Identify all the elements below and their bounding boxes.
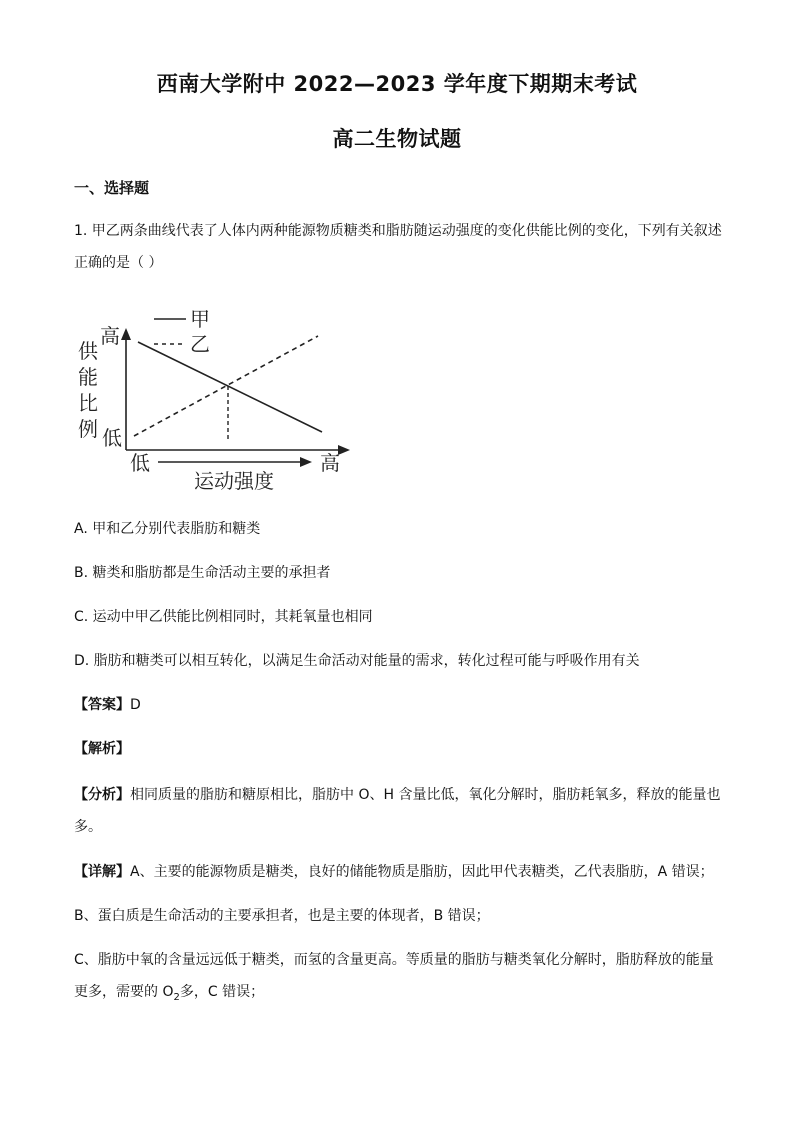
xiangjie-c-line-2-post: 多，C 错误；	[179, 984, 265, 1000]
x-axis-label-arrow-head	[300, 457, 312, 467]
legend-solid-label: 甲	[190, 307, 210, 331]
x-axis-title: 运动强度	[194, 469, 274, 493]
fenxi-line-2: 多。	[74, 819, 102, 835]
x-axis-low-label: 低	[130, 451, 150, 475]
question-stem-line-2: 正确的是（ ）	[74, 255, 163, 271]
y-axis-label-char-4: 例	[78, 417, 98, 441]
xiangjie-a	[74, 856, 724, 888]
answer-line	[74, 689, 724, 721]
xiangjie-c-line-2-pre: 更多，需要的 O	[74, 984, 174, 1000]
answer-label: 【答案】	[74, 697, 130, 713]
oxygen-subscript: 2	[173, 991, 180, 1003]
option-b: B. 糖类和脂肪都是生命活动主要的承担者	[74, 565, 331, 581]
x-axis-high-label: 高	[320, 451, 340, 475]
y-axis-high-label: 高	[100, 324, 120, 348]
fenxi-text-1: 相同质量的脂肪和糖原相比，脂肪中 O、H 含量比低，氧化分解时，脂肪耗氧多，释放的能量也	[130, 787, 721, 803]
option-a: A. 甲和乙分别代表脂肪和糖类	[74, 521, 261, 537]
exam-title: 西南大学附中 2022—2023 学年度下期期末考试	[156, 72, 638, 96]
question-stem-line-1: 1. 甲乙两条曲线代表了人体内两种能源物质糖类和脂肪随运动强度的变化供能比例的变化，下列有关叙述	[74, 223, 722, 239]
energy-supply-figure	[74, 300, 364, 500]
option-d: D. 脂肪和糖类可以相互转化，以满足生命活动对能量的需求，转化过程可能与呼吸作用有关	[74, 653, 640, 669]
section-heading: 一、选择题	[74, 179, 150, 197]
option-c: C. 运动中甲乙供能比例相同时，其耗氧量也相同	[74, 609, 373, 625]
answer-value: D	[130, 697, 141, 713]
curve-yi	[134, 336, 318, 436]
analysis-heading: 【解析】	[74, 741, 130, 757]
xiangjie-label: 【详解】	[74, 864, 130, 880]
fenxi-label: 【分析】	[74, 787, 130, 803]
xiangjie-a-text: A、主要的能源物质是糖类，良好的储能物质是脂肪，因此甲代表糖类，乙代表脂肪，A 错误；	[130, 864, 714, 880]
fenxi-line-1	[74, 779, 724, 811]
y-axis-label-char-1: 供	[78, 339, 98, 363]
y-axis-label-char-2: 能	[78, 365, 98, 389]
exam-subtitle: 高二生物试题	[332, 127, 462, 151]
xiangjie-c-line-2	[74, 976, 724, 1014]
y-axis-low-label: 低	[102, 426, 122, 450]
y-axis-arrow	[121, 328, 131, 340]
y-axis-label-char-3: 比	[78, 391, 98, 415]
legend-dashed-label: 乙	[190, 332, 210, 356]
xiangjie-b: B、蛋白质是生命活动的主要承担者，也是主要的体现者，B 错误；	[74, 908, 490, 924]
xiangjie-c-line-1: C、脂肪中氧的含量远远低于糖类，而氢的含量更高。等质量的脂肪与糖类氧化分解时，脂肪释放的能量	[74, 952, 714, 968]
